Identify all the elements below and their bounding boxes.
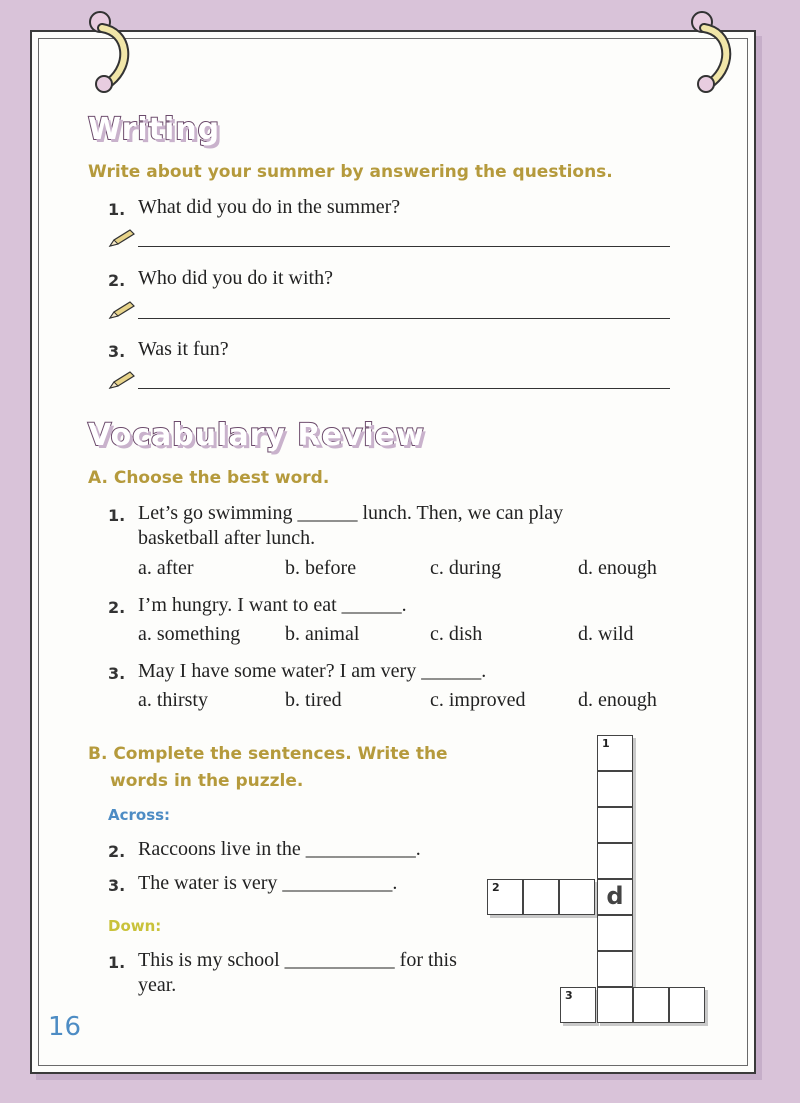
- puzzle-cell[interactable]: [487, 879, 523, 915]
- vocab-a-q1-line2: basketball after lunch.: [138, 527, 316, 549]
- down-1-line1: This is my school ___________ for this: [138, 949, 457, 971]
- down-label: Down:: [108, 917, 162, 935]
- vocabulary-review-heading: Vocabulary Review: [88, 418, 425, 453]
- puzzle-cell[interactable]: [597, 987, 633, 1023]
- across-3-number: 3.: [108, 876, 126, 895]
- writing-heading: Writing: [88, 112, 221, 147]
- vocab-a-q2-option-c[interactable]: c. dish: [430, 623, 483, 645]
- vocab-a-q2-line1: I’m hungry. I want to eat ______.: [138, 594, 407, 616]
- writing-q3-text: Was it fun?: [138, 338, 229, 360]
- vocab-a-q1-option-c[interactable]: c. during: [430, 557, 502, 579]
- pencil-icon: [108, 370, 136, 390]
- puzzle-cell[interactable]: [633, 987, 669, 1023]
- across-2-text: Raccoons live in the ___________.: [138, 838, 421, 860]
- writing-answer-line-2[interactable]: [138, 318, 670, 319]
- vocab-a-q2-option-d[interactable]: d. wild: [578, 623, 634, 645]
- binder-ring-right-icon: [686, 6, 738, 94]
- across-3-text: The water is very ___________.: [138, 872, 398, 894]
- writing-q1-number: 1.: [108, 200, 126, 219]
- vocab-a-q3-number: 3.: [108, 664, 126, 683]
- part-b-instruction-line1: B. Complete the sentences. Write the: [88, 744, 448, 764]
- vocab-a-q3-option-c[interactable]: c. improved: [430, 689, 526, 711]
- puzzle-clue-number-1: 1: [602, 737, 610, 750]
- puzzle-cell[interactable]: [597, 807, 633, 843]
- writing-q1-text: What did you do in the summer?: [138, 196, 401, 218]
- vocab-a-q1-line1: Let’s go swimming ______ lunch. Then, we can play: [138, 502, 564, 524]
- pencil-icon: [108, 228, 136, 248]
- puzzle-cell[interactable]: [523, 879, 559, 915]
- vocab-a-q2-option-b[interactable]: b. animal: [285, 623, 360, 645]
- puzzle-cell[interactable]: [597, 915, 633, 951]
- vocab-a-q2-number: 2.: [108, 598, 126, 617]
- puzzle-cell[interactable]: [669, 987, 705, 1023]
- writing-q3-number: 3.: [108, 342, 126, 361]
- puzzle-cell[interactable]: [597, 771, 633, 807]
- vocab-a-q1-option-a[interactable]: a. after: [138, 557, 194, 579]
- across-2-number: 2.: [108, 842, 126, 861]
- puzzle-cell[interactable]: [597, 735, 633, 771]
- vocab-a-q1-option-b[interactable]: b. before: [285, 557, 357, 579]
- puzzle-clue-number-3: 3: [565, 989, 573, 1002]
- part-b-instruction-line2: words in the puzzle.: [110, 771, 304, 791]
- puzzle-cell[interactable]: [597, 879, 633, 915]
- vocab-a-q3-option-d[interactable]: d. enough: [578, 689, 657, 711]
- writing-answer-line-3[interactable]: [138, 388, 670, 389]
- writing-q2-number: 2.: [108, 271, 126, 290]
- vocab-a-q1-option-d[interactable]: d. enough: [578, 557, 657, 579]
- writing-answer-line-1[interactable]: [138, 246, 670, 247]
- page-number: 16: [48, 1012, 82, 1042]
- puzzle-cell[interactable]: [597, 951, 633, 987]
- vocab-a-q2-option-a[interactable]: a. something: [138, 623, 241, 645]
- binder-ring-left-icon: [84, 6, 136, 94]
- puzzle-given-letter: d: [606, 882, 624, 910]
- page-inner-border: [38, 38, 748, 1066]
- part-a-instruction: A. Choose the best word.: [88, 468, 330, 488]
- vocab-a-q3-option-b[interactable]: b. tired: [285, 689, 342, 711]
- down-1-line2: year.: [138, 974, 177, 996]
- puzzle-cell[interactable]: [559, 879, 595, 915]
- pencil-icon: [108, 300, 136, 320]
- writing-instruction: Write about your summer by answering the questions.: [88, 162, 613, 182]
- down-1-number: 1.: [108, 953, 126, 972]
- vocab-a-q1-number: 1.: [108, 506, 126, 525]
- puzzle-clue-number-2: 2: [492, 881, 500, 894]
- vocab-a-q3-line1: May I have some water? I am very ______.: [138, 660, 487, 682]
- across-label: Across:: [108, 806, 171, 824]
- puzzle-cell[interactable]: [560, 987, 596, 1023]
- writing-q2-text: Who did you do it with?: [138, 267, 333, 289]
- vocab-a-q3-option-a[interactable]: a. thirsty: [138, 689, 208, 711]
- puzzle-cell[interactable]: [597, 843, 633, 879]
